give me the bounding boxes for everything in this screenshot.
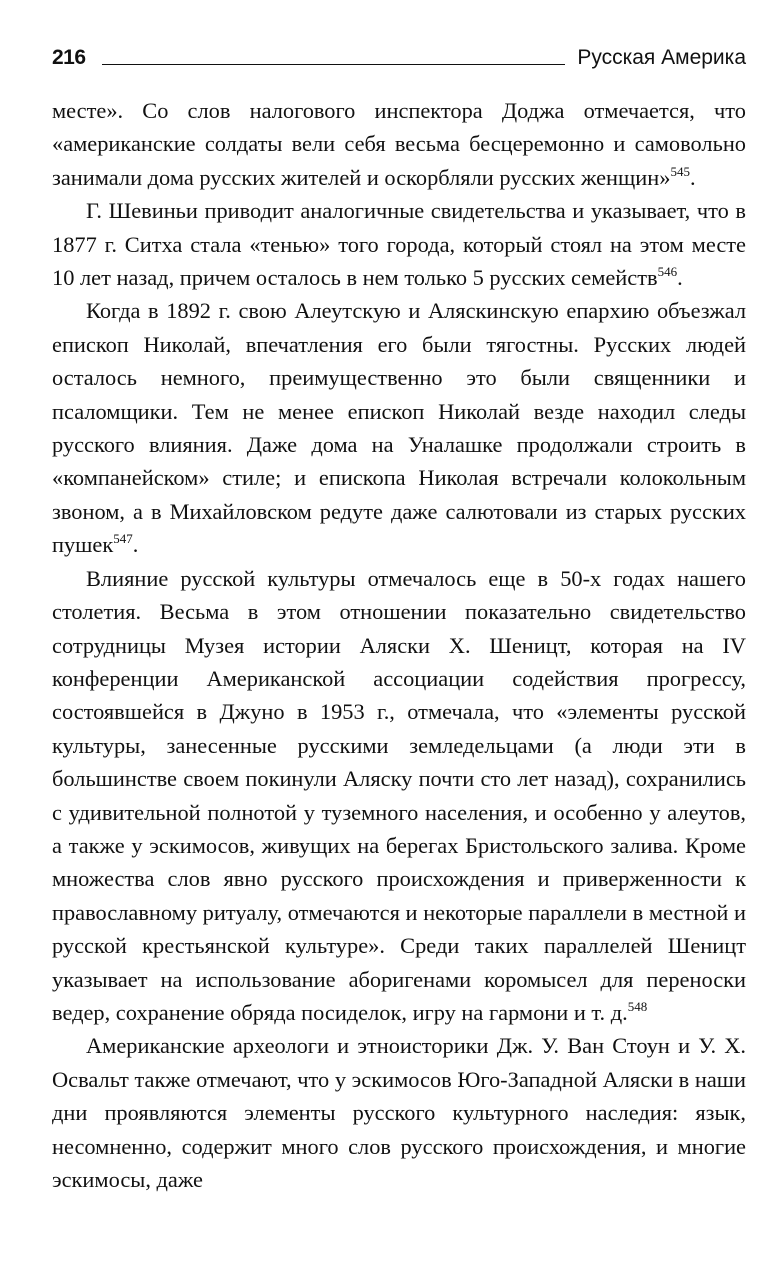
paragraph: Г. Шевиньи приводит аналогичные свидетельства и указывает, что в 1877 г. Ситха стала «тенью» того города, который стоял на этом месте 10 лет назад, причем осталось в нем только 5 русских семейств$^{546}$. <box>52 198 746 291</box>
paragraph: месте». Со слов налогового инспектора Доджа отмечается, что «американские солдаты вели себя весьма бесцеремонно и самовольно занимали дома русских жителей и оскорбляли русских женщин»$^{545}$. <box>52 98 746 190</box>
running-title: Русская Америка <box>577 46 746 69</box>
paragraph-text: Американские археологи и этноисторики Дж. У. Ван Стоун и У. Х. Освальт также отмечают, что у эскимосов Юго-Западной Аляски в наши дни проявляются элементы русского культурного наследия: язык, несомненно, содержит много слов русского происхождения, и многие эскимосы, даже <box>52 1033 746 1192</box>
paragraph: Когда в 1892 г. свою Алеутскую и Аляскинскую епархию объезжал епископ Николай, впечатления его были тягостны. Русских людей осталось немного, преимущественно это были священники и псаломщики. Тем не менее епископ Николай везде находил следы русского влияния. Даже дома на Уналашке продолжали строить в «компанейском» стиле; и епископа Николая встречали колокольным звоном, а в Михайловском редуте даже салютовали из старых русских пушек$^{547}$. <box>52 298 746 558</box>
footnote-ref: 548 <box>627 998 648 1014</box>
footnote-ref: 547 <box>113 531 133 547</box>
page-number: 216 <box>52 46 86 69</box>
paragraph-text: Когда в 1892 г. свою Алеутскую и Аляскинскую епархию объезжал епископ Николай, впечатления его были тягостны. Русских людей осталось немного, преимущественно это были священники и псаломщики. Тем не менее епископ Николай везде находил следы русского влияния. Даже дома на Уналашке продолжали строить в «компанейском» стиле; и епископа Николая встречали колокольным звоном, а в Михайловском редуте даже салютовали из старых русских пушек <box>52 298 746 558</box>
paragraph <box>52 562 746 1030</box>
footnote-ref: 545 <box>670 163 690 179</box>
paragraph-text: месте». Со слов налогового инспектора Доджа отмечается, что «американские солдаты вели себя весьма бесцеремонно и самовольно занимали дома русских жителей и оскорбляли русских женщин» <box>52 98 746 190</box>
body-text <box>52 94 746 1196</box>
header-rule <box>102 64 566 65</box>
paragraph <box>52 1029 746 1196</box>
page-header <box>52 40 746 70</box>
paragraph-text: Г. Шевиньи приводит аналогичные свидетельства и указывает, что в 1877 г. Ситха стала «тенью» того города, который стоял на этом месте 10 лет назад, причем осталось в нем только 5 русских семейств <box>52 198 746 291</box>
footnote-ref: 546 <box>657 264 678 280</box>
paragraph-text: Влияние русской культуры отмечалось еще в 50-х годах нашего столетия. Весьма в этом отношении показательно свидетельство сотрудницы Музея истории Аляски Х. Шеницт, которая на IV конференции Американской ассоциации содействия прогрессу, состоявшейся в Джуно в 1953 г., отмечала, что «элементы русской культуры, занесенные русскими земледельцами (а люди эти в большинстве своем покинули Аляску почти сто лет назад), сохранились с удивительной полнотой у туземного населения, и особенно у алеутов, а также у эскимосов, живущих на берегах Бристольского залива. Кроме множества слов явно русского происхождения и приверженности к православному ритуалу, отмечаются и некоторые параллели в местной и русской крестьянской культуре». Среди таких параллелей Шеницт указывает на использование аборигенами коромысел для переноски ведер, сохранение обряда посиделок, игру на гармони и т. д. <box>52 565 746 1025</box>
